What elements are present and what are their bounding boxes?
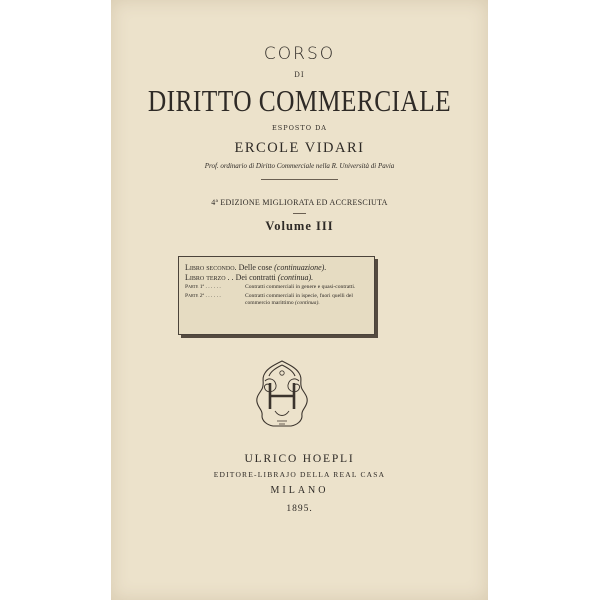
contents-book3 bbox=[185, 273, 368, 283]
divider-rule bbox=[261, 179, 338, 180]
publisher-monogram-emblem bbox=[253, 359, 311, 431]
contents-part2 bbox=[185, 293, 368, 308]
book3-label: Libro terzo . . bbox=[185, 273, 234, 282]
title-connector: DI bbox=[294, 71, 305, 79]
publisher-city: MILANO bbox=[270, 485, 329, 496]
book2-italic: (continuazione). bbox=[274, 263, 327, 272]
title-page bbox=[111, 0, 488, 600]
part1-label: Parte 1ª . . . . . . bbox=[185, 284, 221, 290]
author-name: ERCOLE VIDARI bbox=[234, 140, 365, 156]
volume-number: Volume III bbox=[265, 219, 334, 233]
publication-year: 1895. bbox=[286, 504, 313, 514]
publisher-name: ULRICO HOEPLI bbox=[244, 453, 355, 465]
short-rule bbox=[293, 213, 306, 214]
publisher-role: EDITORE-LIBRAJO DELLA REAL CASA bbox=[213, 470, 386, 479]
book-title: DIRITTO COMMERCIALE bbox=[147, 83, 452, 118]
part2-label: Parte 2ª . . . . . . bbox=[185, 292, 221, 299]
series-title: CORSO bbox=[263, 44, 336, 64]
book2-label: Libro secondo. bbox=[185, 263, 237, 272]
contents-box bbox=[178, 256, 375, 335]
contents-part1 bbox=[185, 284, 368, 292]
part2-italic: (continua). bbox=[295, 300, 320, 307]
book2-text: Delle cose bbox=[238, 263, 273, 272]
contents-book2 bbox=[185, 263, 368, 273]
book3-text: Dei contratti bbox=[235, 273, 276, 282]
author-title: Prof. ordinario di Diritto Commerciale nella R. Università di Pavia bbox=[204, 162, 395, 170]
edition-note: 4ª EDIZIONE MIGLIORATA ED ACCRESCIUTA bbox=[211, 198, 388, 207]
part2-text: Contratti commerciali in ispecie, fuori quelli del commercio marittimo bbox=[245, 292, 353, 307]
book3-italic: (continua). bbox=[277, 273, 314, 282]
part1-text: Contratti commerciali in genere e quasi-contratti. bbox=[245, 284, 356, 290]
exposed-by: ESPOSTO DA bbox=[272, 124, 327, 132]
